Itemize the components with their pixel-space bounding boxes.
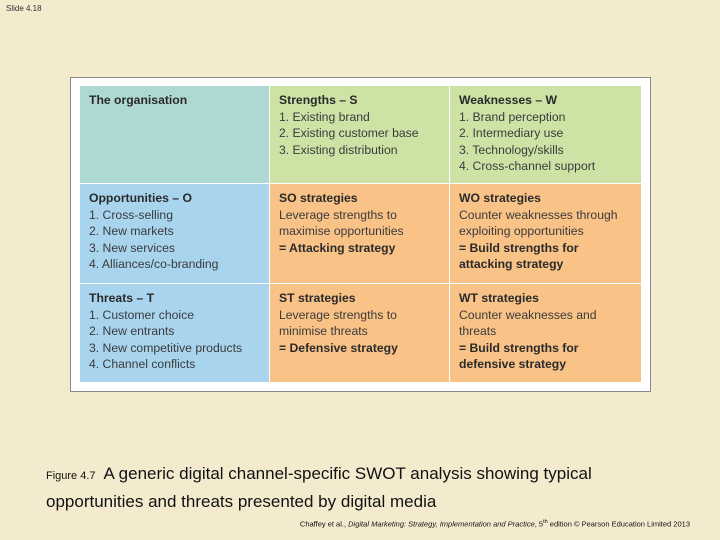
citation-edition: , 5 [534, 519, 544, 529]
wt-strategies-line: Counter weaknesses and [459, 307, 597, 322]
wo-strategies-line: exploiting opportunities [459, 224, 584, 239]
wt-strategies-result: = Build strengths for [459, 340, 579, 355]
opportunities-item: 1. Cross-selling [89, 207, 173, 222]
st-strategies-line: minimise threats [279, 324, 368, 339]
so-strategies-cell [270, 184, 450, 284]
weaknesses-item: 1. Brand perception [459, 109, 566, 124]
opportunities-cell [80, 184, 270, 284]
weaknesses-item: 4. Cross-channel support [459, 159, 596, 174]
threats-heading: Threats – T [89, 291, 155, 305]
strengths-cell [270, 86, 450, 184]
opportunities-item: 3. New services [89, 240, 176, 255]
wt-strategies-line: threats [459, 324, 497, 339]
citation-title: Digital Marketing: Strategy, Implementation and Practice [348, 519, 535, 529]
weaknesses-item: 2. Intermediary use [459, 126, 564, 141]
citation-publisher: edition © Pearson Education Limited 2013 [547, 519, 690, 529]
swot-table [80, 86, 642, 383]
strengths-item: 3. Existing distribution [279, 142, 398, 157]
wo-strategies-heading: WO strategies [459, 191, 541, 205]
so-strategies-line: maximise opportunities [279, 224, 404, 239]
strengths-heading: Strengths – S [279, 93, 358, 107]
swot-figure [70, 77, 651, 392]
wo-strategies-result: attacking strategy [459, 257, 564, 272]
so-strategies-line: Leverage strengths to [279, 207, 397, 222]
caption-text: A generic digital channel-specific SWOT analysis showing typical opportunities and threats presented by digital media [46, 464, 592, 511]
wt-strategies-cell [450, 284, 642, 383]
opportunities-item: 2. New markets [89, 224, 174, 239]
wo-strategies-cell [450, 184, 642, 284]
organisation-heading: The organisation [89, 93, 188, 107]
st-strategies-line: Leverage strengths to [279, 307, 397, 322]
st-strategies-result: = Defensive strategy [279, 340, 398, 355]
wo-strategies-line: Counter weaknesses through [459, 207, 618, 222]
citation-edition-suffix: th [543, 519, 548, 525]
figure-label: Figure 4.7 [46, 470, 96, 482]
threats-item: 3. New competitive products [89, 340, 243, 355]
st-strategies-heading: ST strategies [279, 291, 356, 305]
slide-number: Slide 4.18 [6, 4, 42, 13]
st-strategies-cell [270, 284, 450, 383]
source-citation [300, 519, 690, 529]
strengths-item: 1. Existing brand [279, 109, 370, 124]
strengths-item: 2. Existing customer base [279, 126, 419, 141]
opportunities-item: 4. Alliances/co-branding [89, 257, 219, 272]
so-strategies-result: = Attacking strategy [279, 240, 396, 255]
weaknesses-heading: Weaknesses – W [459, 93, 558, 107]
weaknesses-cell [450, 86, 642, 184]
wt-strategies-heading: WT strategies [459, 291, 539, 305]
threats-cell [80, 284, 270, 383]
threats-item: 4. Channel conflicts [89, 357, 196, 372]
citation-authors: Chaffey et al., [299, 519, 349, 529]
threats-item: 2. New entrants [89, 324, 175, 339]
wo-strategies-result: = Build strengths for [459, 240, 579, 255]
so-strategies-heading: SO strategies [279, 191, 358, 205]
opportunities-heading: Opportunities – O [89, 191, 192, 205]
organisation-cell [80, 86, 270, 184]
wt-strategies-result: defensive strategy [459, 357, 567, 372]
weaknesses-item: 3. Technology/skills [459, 142, 564, 157]
figure-caption [46, 461, 666, 514]
threats-item: 1. Customer choice [89, 307, 194, 322]
